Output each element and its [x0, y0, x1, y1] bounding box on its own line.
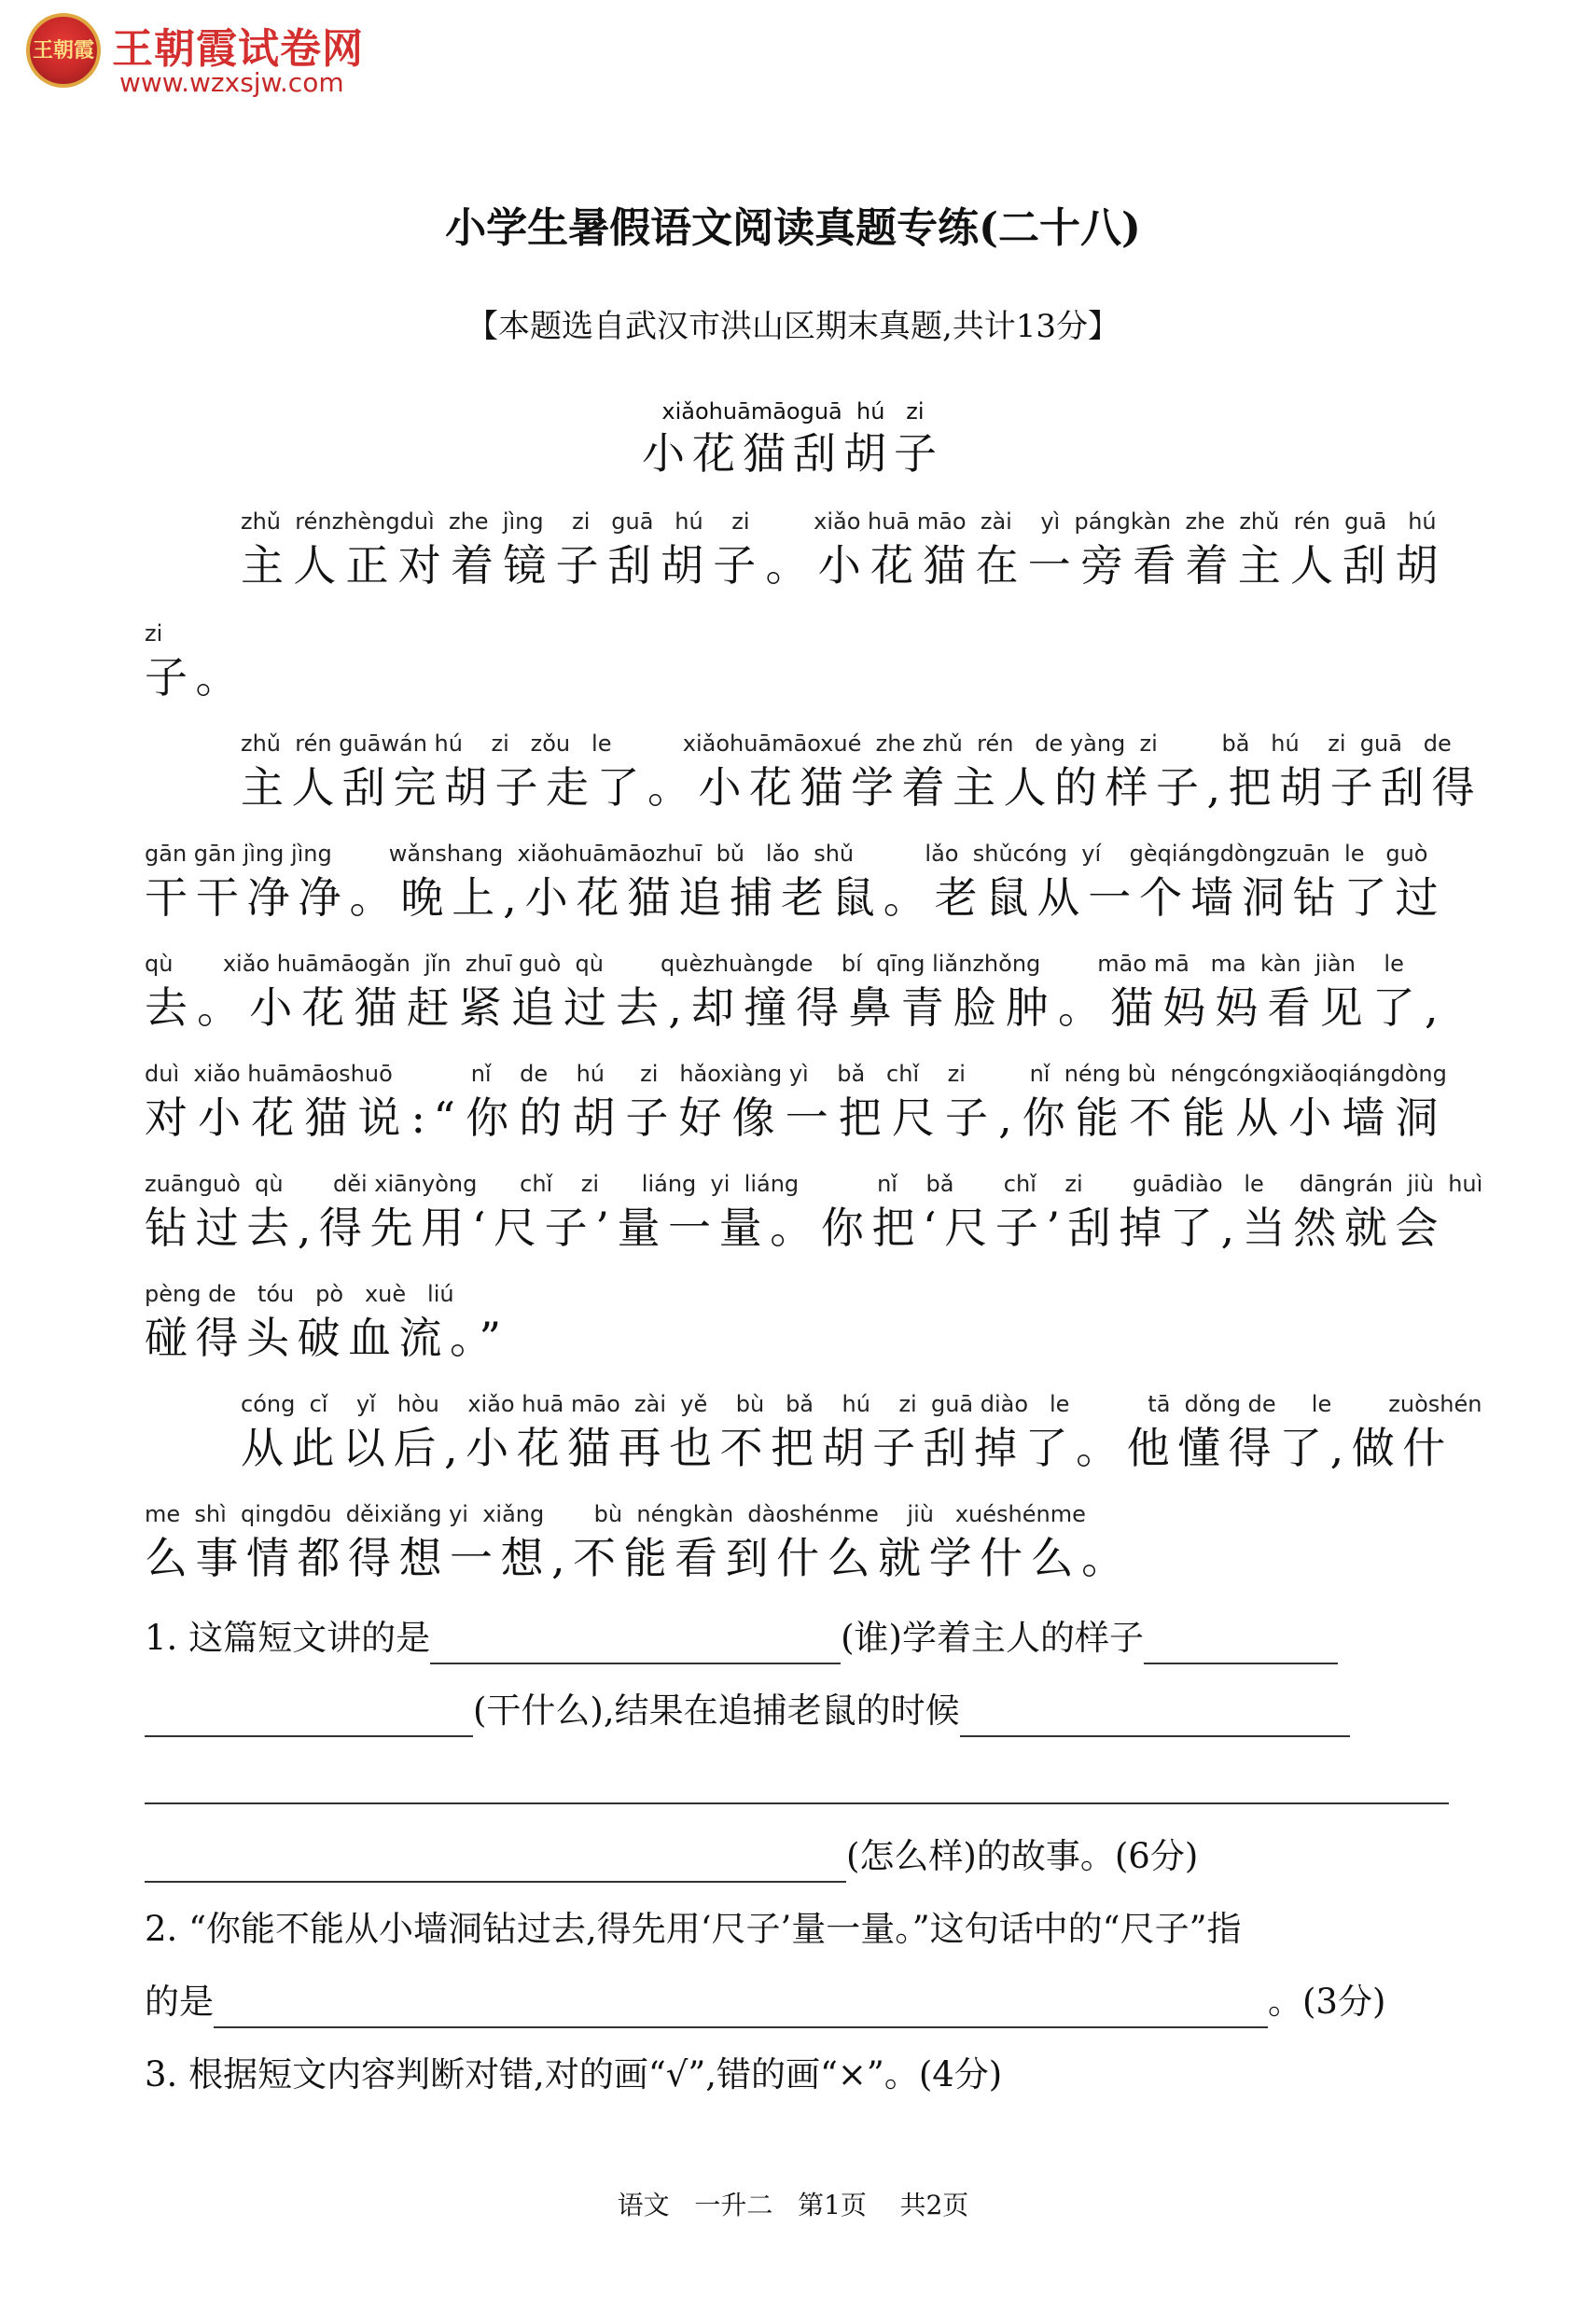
hanzi-row: 子。 [145, 652, 246, 703]
brand-logo [26, 13, 101, 88]
pinyin-row: zuānguò qù děi xiānyòng chǐ zi liáng yi liáng nǐ bǎ chǐ zi guādiào le dāngrán jiù huì [145, 1171, 1483, 1197]
hanzi-row: 主人刮完胡子走了。小花猫学着主人的样子,把胡子刮得 [241, 762, 1483, 813]
story-line [145, 1498, 1446, 1586]
pinyin-row: zhǔ rén guāwán hú zi zǒu le xiǎohuāmāoxué zhe zhǔ rén de yàng zi bǎ hú zi guā de [241, 731, 1452, 757]
question-1-text: (怎么样)的故事。(6分) [846, 1836, 1199, 1876]
hanzi-row: 对小花猫说:“你的胡子好像一把尺子,你能不能从小墙洞 [145, 1092, 1446, 1143]
answer-blank[interactable] [145, 1698, 473, 1737]
story-line [145, 1168, 1483, 1256]
question-2-score: 。(3分) [1268, 1982, 1386, 2022]
story-title [0, 396, 1586, 480]
document-subtitle: 【本题选自武汉市洪山区期末真题,共计13分】 [466, 308, 1120, 345]
question-2-text: 的是 [145, 1982, 214, 2022]
story-line [145, 838, 1446, 925]
brand-url: www.wzxsjw.com [119, 67, 344, 98]
brand-logo-text: 王朝霞 [32, 38, 94, 63]
pinyin-row: cóng cǐ yǐ hòu xiǎo huā māo zài yě bù bǎ hú zi guā diào le tā dǒng de le zuòshén [241, 1391, 1482, 1417]
pinyin-row: pèng de tóu pò xuè liú [145, 1281, 454, 1307]
story-title-text: 小花猫刮胡子 [642, 428, 944, 479]
question-1-text: (谁)学着主人的样子 [841, 1618, 1144, 1658]
story-line [241, 1388, 1482, 1476]
question-1-text: (干什么),结果在追捕老鼠的时候 [473, 1691, 960, 1731]
story-line [145, 1058, 1446, 1146]
hanzi-row: 钻过去,得先用‘尺子’量一量。你把‘尺子’刮掉了,当然就会 [145, 1203, 1446, 1253]
brand-watermark [26, 13, 399, 97]
story-line [241, 728, 1483, 815]
pinyin-row: zi [145, 620, 163, 647]
story-line [241, 506, 1446, 593]
pinyin-row: gān gān jìng jìng wǎnshang xiǎohuāmāozhuī bǔ lǎo shǔ lǎo shǔcóng yí gèqiángdòngzuān le guò [145, 841, 1428, 867]
hanzi-row: 碰得头破血流。” [145, 1313, 509, 1363]
page-footer: 语文 一升二 第1页 共2页 [617, 2190, 969, 2220]
hanzi-row: 去。小花猫赶紧追过去,却撞得鼻青脸肿。猫妈妈看见了, [145, 982, 1446, 1033]
question-3: 3. 根据短文内容判断对错,对的画“√”,错的画“×”。(4分) [145, 2054, 1003, 2094]
answer-blank[interactable] [430, 1625, 841, 1664]
answer-blank[interactable] [1144, 1625, 1338, 1664]
story-line [145, 948, 1446, 1036]
answer-line[interactable] [145, 1802, 1449, 1804]
hanzi-row: 从此以后,小花猫再也不把胡子刮掉了。他懂得了,做什 [241, 1423, 1454, 1473]
hanzi-row: 么事情都得想一想,不能看到什么就学什么。 [145, 1533, 1133, 1583]
hanzi-row: 干干净净。晚上,小花猫追捕老鼠。老鼠从一个墙洞钻了过 [145, 872, 1446, 923]
hanzi-row: 主人正对着镜子刮胡子。小花猫在一旁看着主人刮胡 [241, 540, 1446, 591]
pinyin-row: zhǔ rénzhèngduì zhe jìng zi guā hú zi xiǎo huā māo zài yì pángkàn zhe zhǔ rén guā hú [241, 508, 1437, 535]
story-title-pinyin: xiǎohuāmāoguā hú zi [661, 398, 925, 424]
story-line [145, 618, 1469, 705]
pinyin-row: duì xiǎo huāmāoshuō nǐ de hú zi hǎoxiàng yì bǎ chǐ zi nǐ néng bù néngcóngxiǎoqiángdòng [145, 1061, 1447, 1087]
question-2-line-2 [145, 1976, 1385, 2028]
question-1-prompt: 1. 这篇短文讲的是 [145, 1618, 431, 1658]
answer-blank[interactable] [960, 1698, 1350, 1737]
answer-blank[interactable] [214, 1989, 1268, 2028]
story-line [145, 1278, 1446, 1366]
pinyin-row: me shì qingdōu děixiǎng yi xiǎng bù néngkàn dàoshénme jiù xuéshénme [145, 1501, 1086, 1527]
document-title: 小学生暑假语文阅读真题专练(二十八) [445, 204, 1141, 252]
brand-name: 王朝霞试卷网 [112, 25, 364, 73]
question-1-line-2 [145, 1685, 1350, 1737]
question-1-line-4 [145, 1830, 1198, 1883]
answer-blank[interactable] [145, 1844, 846, 1883]
pinyin-row: qù xiǎo huāmāogǎn jǐn zhuī guò qù quèzhuàngde bí qīng liǎnzhǒng māo mā ma kàn jiàn le [145, 951, 1404, 977]
question-2-line-1: 2. “你能不能从小墙洞钻过去,得先用‘尺子’量一量。”这句话中的“尺子”指 [145, 1909, 1242, 1949]
question-1-line-1 [145, 1612, 1338, 1664]
